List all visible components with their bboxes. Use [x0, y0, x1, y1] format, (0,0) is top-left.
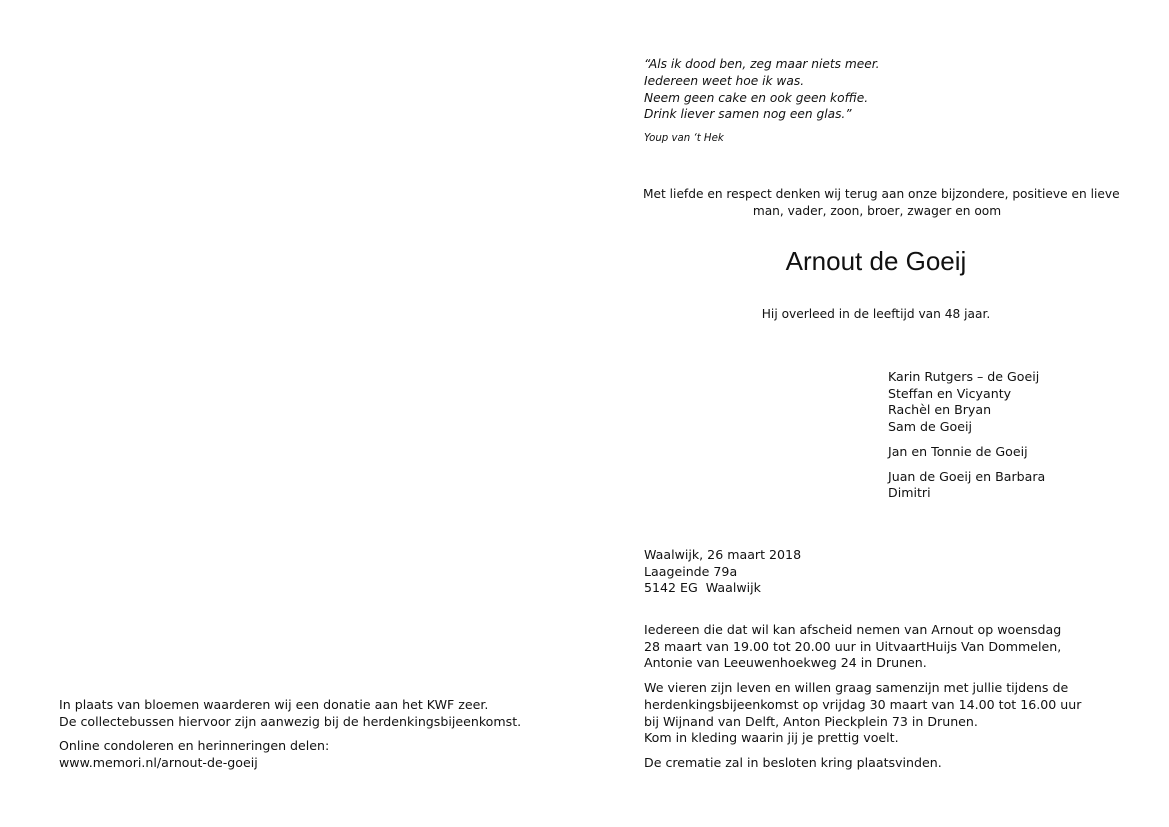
intro-line: Met liefde en respect denken wij terug aan onze bijzondere, positieve en lieve: [643, 187, 1120, 201]
family-member: Karin Rutgers – de Goeij: [888, 369, 1040, 384]
quote-line: “Als ik dood ben, zeg maar niets meer.: [644, 57, 880, 71]
text-line: Kom in kleding waarin jij je prettig voelt.: [644, 730, 899, 746]
place-date: Waalwijk, 26 maart 2018: [644, 547, 802, 562]
family-member: Juan de Goeij en Barbara: [888, 468, 1046, 484]
intro-line: man, vader, zoon, broer, zwager en oom: [752, 203, 1002, 218]
condolence-paragraph: [59, 738, 521, 771]
age-line: Hij overleed in de leeftijd van 48 jaar.: [761, 307, 991, 321]
family-member: Dimitri: [888, 485, 931, 501]
quote-line: Iedereen weet hoe ik was.: [644, 73, 805, 88]
family-member: Steffan en Vicyanty: [888, 385, 1012, 401]
quote-line: Neem geen cake en ook geen koffie.: [644, 90, 869, 105]
intro-text: [643, 186, 1120, 219]
text-line: De crematie zal in besloten kring plaatsvinden.: [644, 754, 942, 770]
deceased-name: Arnout de Goeij: [785, 246, 967, 276]
quote-author: Youp van ‘t Hek: [644, 133, 724, 144]
family-list: [888, 369, 1045, 510]
quote: [644, 56, 880, 123]
family-member: Sam de Goeij: [888, 419, 972, 435]
text-line: bij Wijnand van Delft, Anton Pieckplein 73 in Drunen.: [644, 713, 978, 729]
text-line: De collectebussen hiervoor zijn aanwezig bij de herdenkingsbijeenkomst.: [59, 713, 522, 729]
cremation-paragraph: [644, 755, 1081, 772]
gathering-paragraph: [644, 680, 1081, 747]
quote-line: Drink liever samen nog een glas.”: [644, 107, 852, 122]
visitation-paragraph: [644, 622, 1081, 672]
left-page-text: [59, 697, 521, 780]
farewell-details: [644, 622, 1081, 780]
text-line: We vieren zijn leven en willen graag samenzijn met jullie tijdens de: [644, 680, 1069, 696]
family-group: [888, 369, 1045, 436]
text-line: Online condoleren en herinneringen delen:: [59, 738, 330, 754]
postal-code: 5142 EG Waalwijk: [644, 580, 761, 596]
family-member: Rachèl en Bryan: [888, 402, 992, 418]
text-line: Iedereen die dat wil kan afscheid nemen van Arnout op woensdag: [644, 622, 1062, 637]
text-line: Antonie van Leeuwenhoekweg 24 in Drunen.: [644, 655, 927, 671]
text-line: herdenkingsbijeenkomst op vrijdag 30 maart van 14.00 tot 16.00 uur: [644, 696, 1082, 712]
text-line: In plaats van bloemen waarderen wij een donatie aan het KWF zeer.: [59, 697, 489, 712]
text-line: 28 maart van 19.00 tot 20.00 uur in UitvaartHuijs Van Dommelen,: [644, 638, 1062, 654]
family-group: [888, 444, 1045, 461]
website-link[interactable]: www.memori.nl/arnout-de-goeij: [59, 755, 258, 771]
donation-paragraph: [59, 697, 521, 730]
address-block: [644, 547, 801, 597]
street: Laageinde 79a: [644, 563, 738, 579]
family-group: [888, 469, 1045, 502]
family-member: Jan en Tonnie de Goeij: [888, 443, 1028, 459]
